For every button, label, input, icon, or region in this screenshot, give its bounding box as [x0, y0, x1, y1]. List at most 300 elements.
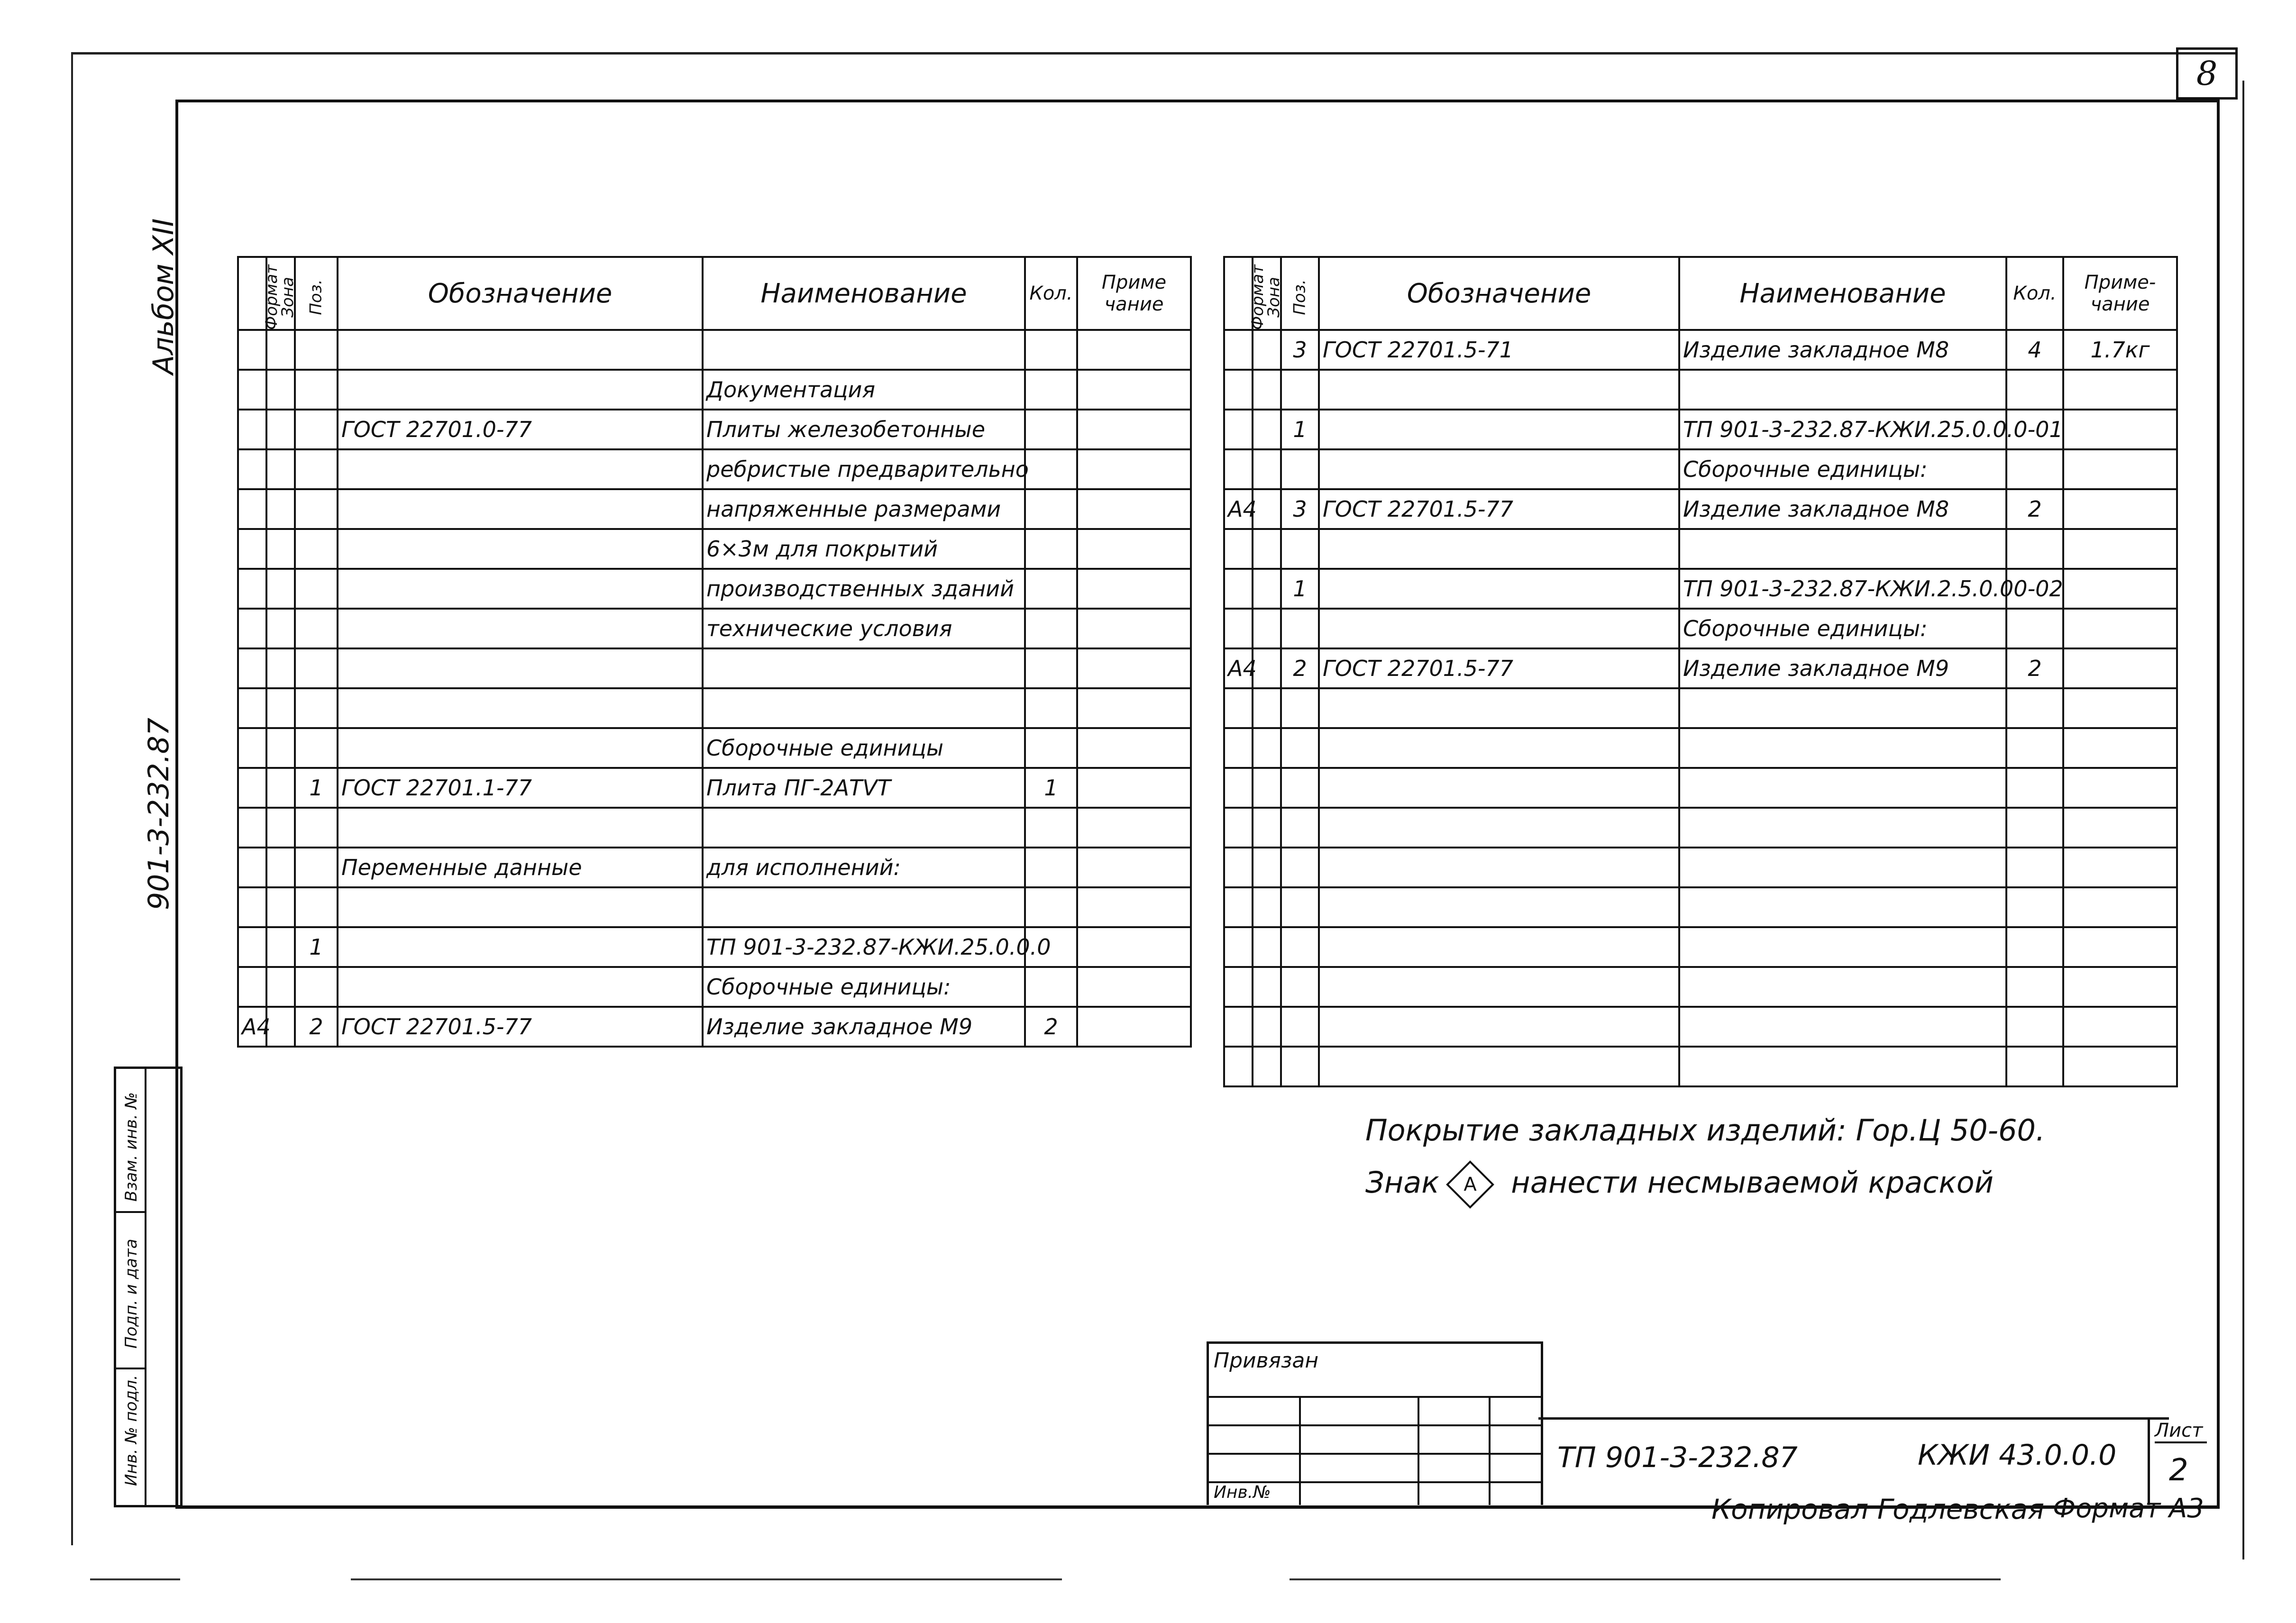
cell-note — [1077, 489, 1191, 529]
scan-edge-line — [351, 1578, 1062, 1580]
table-row — [1224, 887, 2177, 927]
cell-format — [238, 370, 266, 410]
cell-name — [1679, 1007, 2006, 1047]
cell-name — [1679, 728, 2006, 768]
cell-name — [703, 648, 1025, 688]
col-name-header: Наименование — [1679, 257, 2006, 330]
right-spec-table — [1223, 256, 2178, 1087]
cell-name: Сборочные единицы: — [703, 967, 1025, 1007]
cell-zone — [1253, 887, 1281, 927]
cell-pos — [1281, 529, 1319, 569]
cell-qty — [1025, 848, 1077, 887]
cell-note — [1077, 688, 1191, 728]
col-qty-header: Кол. — [1025, 257, 1077, 330]
cell-format — [1224, 927, 1253, 967]
sheet-number: 8 — [2176, 47, 2238, 100]
col-zone-header: Зона — [266, 257, 295, 330]
cell-name — [1679, 927, 2006, 967]
cell-pos — [295, 887, 338, 927]
cell-pos — [1281, 609, 1319, 648]
cell-qty — [2006, 848, 2063, 887]
cell-pos — [1281, 927, 1319, 967]
cell-note — [2063, 688, 2177, 728]
cell-format: А4 — [1224, 648, 1253, 688]
cell-designation — [1319, 967, 1679, 1007]
side-stamp-sign-label: Подп. и дата — [122, 1239, 141, 1349]
cell-pos — [295, 728, 338, 768]
table-row — [1224, 927, 2177, 967]
col-note-header: Приме- чание — [2063, 257, 2177, 330]
cell-format — [1224, 808, 1253, 848]
cell-name: Изделие закладное М9 — [703, 1007, 1025, 1047]
cell-pos — [1281, 967, 1319, 1007]
cell-designation: ГОСТ 22701.5-77 — [1319, 489, 1679, 529]
cell-format — [1224, 768, 1253, 808]
table-row — [238, 728, 1191, 768]
cell-zone — [1253, 330, 1281, 370]
cell-name: производственных зданий — [703, 569, 1025, 609]
cell-designation — [338, 370, 703, 410]
left-spec-table — [237, 256, 1192, 1048]
table-row — [1224, 768, 2177, 808]
cell-format — [238, 808, 266, 848]
cell-qty — [2006, 768, 2063, 808]
cell-note — [1077, 768, 1191, 808]
cell-zone — [1253, 648, 1281, 688]
cell-pos — [295, 848, 338, 887]
side-stamp-divider — [145, 1069, 146, 1505]
cell-format — [238, 410, 266, 449]
table-row — [238, 569, 1191, 609]
cell-note — [2063, 808, 2177, 848]
table-row — [238, 648, 1191, 688]
outer-frame-top-edge — [71, 52, 2238, 55]
cell-qty — [2006, 688, 2063, 728]
table-row — [238, 808, 1191, 848]
cell-zone — [1253, 1007, 1281, 1047]
cell-note — [2063, 370, 2177, 410]
cell-designation: ГОСТ 22701.5-71 — [1319, 330, 1679, 370]
left-spec-header-row — [238, 257, 1191, 330]
cell-format: А4 — [238, 1007, 266, 1047]
cell-pos — [295, 330, 338, 370]
cell-designation — [1319, 410, 1679, 449]
cell-pos — [1281, 449, 1319, 489]
cell-qty — [1025, 569, 1077, 609]
cell-zone — [266, 927, 295, 967]
col-pos-header: Поз. — [295, 257, 338, 330]
cell-zone — [266, 808, 295, 848]
cell-designation — [338, 967, 703, 1007]
cell-note — [2063, 648, 2177, 688]
cell-designation — [1319, 848, 1679, 887]
cell-format — [1224, 529, 1253, 569]
sheet-label: Лист — [2155, 1420, 2207, 1443]
table-row — [238, 967, 1191, 1007]
sheet-cell — [2148, 1420, 2207, 1505]
cell-note — [1077, 330, 1191, 370]
cell-zone — [1253, 609, 1281, 648]
cell-name — [703, 330, 1025, 370]
cell-zone — [266, 688, 295, 728]
cell-qty — [1025, 808, 1077, 848]
cell-pos — [295, 688, 338, 728]
cell-qty — [1025, 370, 1077, 410]
table-row — [1224, 449, 2177, 489]
cell-qty — [2006, 967, 2063, 1007]
cell-format — [1224, 967, 1253, 1007]
cell-designation — [338, 728, 703, 768]
cell-name — [703, 688, 1025, 728]
table-row — [1224, 569, 2177, 609]
cell-pos — [1281, 728, 1319, 768]
cell-format — [238, 569, 266, 609]
cell-zone — [266, 609, 295, 648]
cell-name: 6×3м для покрытий — [703, 529, 1025, 569]
cell-pos — [295, 410, 338, 449]
cell-format — [238, 728, 266, 768]
table-row — [1224, 688, 2177, 728]
cell-designation — [1319, 927, 1679, 967]
cell-name: Сборочные единицы: — [1679, 609, 2006, 648]
cell-name: для исполнений: — [703, 848, 1025, 887]
cell-qty — [1025, 967, 1077, 1007]
cell-zone — [266, 728, 295, 768]
cell-zone — [266, 887, 295, 927]
cell-name — [1679, 768, 2006, 808]
cell-format — [1224, 1007, 1253, 1047]
cell-note — [1077, 887, 1191, 927]
cell-name — [1679, 529, 2006, 569]
cell-qty — [2006, 887, 2063, 927]
cell-designation — [1319, 1047, 1679, 1086]
table-row — [1224, 848, 2177, 887]
cell-qty — [1025, 449, 1077, 489]
cell-name: ТП 901-3-232.87-КЖИ.25.0.0.0-01 — [1679, 410, 2006, 449]
cell-name — [1679, 967, 2006, 1007]
cell-format — [1224, 728, 1253, 768]
binding-stamp-inv-label: Инв.№ — [1214, 1483, 1271, 1502]
table-row — [1224, 529, 2177, 569]
cell-pos — [1281, 887, 1319, 927]
cell-note — [2063, 449, 2177, 489]
table-row — [238, 688, 1191, 728]
cell-qty — [2006, 1047, 2063, 1086]
cell-designation — [1319, 768, 1679, 808]
cell-zone — [1253, 688, 1281, 728]
cell-note — [2063, 887, 2177, 927]
cell-designation — [338, 489, 703, 529]
cell-format — [1224, 569, 1253, 609]
cell-format — [1224, 887, 1253, 927]
cell-zone — [1253, 489, 1281, 529]
cell-qty — [1025, 489, 1077, 529]
col-pos-header: Поз. — [1281, 257, 1319, 330]
cell-note — [2063, 728, 2177, 768]
cell-name: ТП 901-3-232.87-КЖИ.25.0.0.0 — [703, 927, 1025, 967]
cell-format — [238, 609, 266, 648]
cell-note — [2063, 1007, 2177, 1047]
cell-designation: Переменные данные — [338, 848, 703, 887]
cell-designation — [1319, 569, 1679, 609]
cell-pos — [1281, 1007, 1319, 1047]
cell-name: напряженные размерами — [703, 489, 1025, 529]
table-row — [1224, 1007, 2177, 1047]
cell-note — [1077, 808, 1191, 848]
cell-note — [1077, 648, 1191, 688]
series-label: 901-3-232.87 — [142, 718, 175, 910]
side-stamp-replace-label: Взам. инв. № — [122, 1092, 141, 1202]
cell-name: Изделие закладное М8 — [1679, 330, 2006, 370]
table-row — [238, 449, 1191, 489]
cell-format — [1224, 410, 1253, 449]
cell-pos — [1281, 808, 1319, 848]
cell-qty — [1025, 410, 1077, 449]
cell-designation — [1319, 688, 1679, 728]
cell-zone — [1253, 529, 1281, 569]
cell-pos: 1 — [295, 927, 338, 967]
cell-format — [1224, 330, 1253, 370]
cell-designation — [1319, 728, 1679, 768]
cell-designation — [338, 569, 703, 609]
cell-note — [2063, 609, 2177, 648]
table-row — [1224, 370, 2177, 410]
outer-frame-right-edge — [2242, 81, 2244, 1559]
table-row — [1224, 648, 2177, 688]
cell-note — [1077, 728, 1191, 768]
cell-format: А4 — [1224, 489, 1253, 529]
cell-qty — [2006, 609, 2063, 648]
cell-designation — [1319, 609, 1679, 648]
table-row — [1224, 489, 2177, 529]
table-row — [238, 330, 1191, 370]
project-code: ТП 901-3-232.87 — [1557, 1441, 1798, 1474]
cell-note — [1077, 370, 1191, 410]
cell-pos — [295, 529, 338, 569]
cell-note — [2063, 848, 2177, 887]
cell-pos: 2 — [1281, 648, 1319, 688]
cell-note — [1077, 569, 1191, 609]
cell-designation — [338, 688, 703, 728]
cell-name: Плита ПГ-2АТVТ — [703, 768, 1025, 808]
table-row — [1224, 967, 2177, 1007]
cell-qty: 2 — [1025, 1007, 1077, 1047]
col-note-header: Приме чание — [1077, 257, 1191, 330]
cell-note — [2063, 967, 2177, 1007]
cell-name — [1679, 370, 2006, 410]
table-row — [1224, 410, 2177, 449]
cell-zone — [266, 449, 295, 489]
cell-name: Изделие закладное М8 — [1679, 489, 2006, 529]
col-qty-header: Кол. — [2006, 257, 2063, 330]
cell-format — [1224, 609, 1253, 648]
stamp-column-rule — [1299, 1396, 1301, 1505]
table-row — [238, 848, 1191, 887]
stamp-rule — [1209, 1396, 1541, 1398]
table-row — [1224, 1047, 2177, 1086]
cell-format — [238, 648, 266, 688]
cell-name — [1679, 688, 2006, 728]
cell-format — [238, 489, 266, 529]
cell-format — [238, 768, 266, 808]
cell-format — [238, 967, 266, 1007]
cell-qty — [2006, 370, 2063, 410]
cell-name: ТП 901-3-232.87-КЖИ.2.5.0.00-02 — [1679, 569, 2006, 609]
cell-pos: 1 — [295, 768, 338, 808]
cell-note — [2063, 768, 2177, 808]
col-format-header: Формат — [1224, 257, 1253, 330]
cell-designation — [1319, 887, 1679, 927]
cell-format — [1224, 688, 1253, 728]
cell-pos — [295, 967, 338, 1007]
cell-designation — [338, 808, 703, 848]
cell-zone — [266, 410, 295, 449]
cell-qty: 4 — [2006, 330, 2063, 370]
cell-zone — [1253, 370, 1281, 410]
cell-format — [238, 529, 266, 569]
cell-name: Сборочные единицы — [703, 728, 1025, 768]
paper-format: Формат А3 — [2053, 1493, 2204, 1524]
cell-designation — [1319, 808, 1679, 848]
stamp-column-rule — [1418, 1396, 1419, 1505]
cell-zone — [1253, 967, 1281, 1007]
table-row — [1224, 728, 2177, 768]
right-spec-header-row — [1224, 257, 2177, 330]
cell-pos: 1 — [1281, 569, 1319, 609]
cell-qty — [1025, 609, 1077, 648]
cell-designation — [338, 330, 703, 370]
cell-pos — [295, 449, 338, 489]
cell-designation — [1319, 449, 1679, 489]
cell-zone — [266, 648, 295, 688]
sheet-value: 2 — [2169, 1453, 2188, 1488]
cell-qty — [2006, 927, 2063, 967]
col-name-header: Наименование — [703, 257, 1025, 330]
cell-qty — [1025, 330, 1077, 370]
cell-qty: 2 — [2006, 648, 2063, 688]
cell-name — [703, 808, 1025, 848]
cell-format — [238, 688, 266, 728]
cell-pos — [1281, 768, 1319, 808]
cell-designation — [338, 927, 703, 967]
binding-stamp — [1207, 1341, 1543, 1505]
cell-pos — [295, 648, 338, 688]
table-row — [238, 609, 1191, 648]
cell-note — [2063, 1047, 2177, 1086]
cell-note — [2063, 927, 2177, 967]
cell-designation — [338, 609, 703, 648]
cell-designation — [338, 887, 703, 927]
note-marking-prefix: Знак — [1365, 1165, 1439, 1200]
scan-edge-line — [90, 1578, 180, 1580]
cell-name: Изделие закладное М9 — [1679, 648, 2006, 688]
cell-name: технические условия — [703, 609, 1025, 648]
cell-note — [1077, 967, 1191, 1007]
cell-pos — [295, 489, 338, 529]
cell-designation — [1319, 370, 1679, 410]
cell-zone — [266, 768, 295, 808]
table-row — [238, 927, 1191, 967]
cell-designation — [1319, 529, 1679, 569]
cell-name — [1679, 808, 2006, 848]
cell-name: Сборочные единицы: — [1679, 449, 2006, 489]
cell-designation: ГОСТ 22701.5-77 — [338, 1007, 703, 1047]
cell-format — [238, 887, 266, 927]
cell-zone — [266, 967, 295, 1007]
diamond-mark-icon — [1446, 1160, 1495, 1209]
cell-designation — [1319, 1007, 1679, 1047]
cell-note — [1077, 609, 1191, 648]
cell-zone — [266, 370, 295, 410]
cell-qty — [2006, 529, 2063, 569]
table-row — [238, 370, 1191, 410]
cell-qty — [1025, 728, 1077, 768]
stamp-rule — [1209, 1424, 1541, 1426]
stamp-rule — [1209, 1453, 1541, 1455]
cell-pos — [295, 370, 338, 410]
cell-qty: 2 — [2006, 489, 2063, 529]
table-row — [238, 489, 1191, 529]
table-row — [1224, 609, 2177, 648]
cell-zone — [1253, 569, 1281, 609]
cell-zone — [266, 330, 295, 370]
cell-pos — [1281, 370, 1319, 410]
col-zone-header: Зона — [1253, 257, 1281, 330]
cell-zone — [1253, 449, 1281, 489]
cell-note: 1.7кг — [2063, 330, 2177, 370]
title-block — [1538, 1417, 2203, 1505]
cell-format — [238, 449, 266, 489]
cell-format — [238, 927, 266, 967]
cell-zone — [266, 529, 295, 569]
cell-qty — [1025, 688, 1077, 728]
cell-zone — [266, 569, 295, 609]
cell-note — [1077, 529, 1191, 569]
cell-name — [1679, 1047, 2006, 1086]
col-designation-header: Обозначение — [1319, 257, 1679, 330]
scan-edge-line — [1290, 1578, 2001, 1580]
cell-note — [2063, 489, 2177, 529]
cell-format — [1224, 370, 1253, 410]
outer-frame-left-edge — [71, 52, 73, 1545]
cell-name — [1679, 887, 2006, 927]
cell-zone — [266, 1007, 295, 1047]
table-row — [238, 410, 1191, 449]
notes-block — [1365, 1104, 2045, 1209]
cell-designation: ГОСТ 22701.0-77 — [338, 410, 703, 449]
cell-pos: 1 — [1281, 410, 1319, 449]
copied-by: Копировал Годлевская — [1711, 1493, 2045, 1525]
cell-zone — [1253, 410, 1281, 449]
cell-note — [1077, 449, 1191, 489]
cell-name: ребристые предварительно — [703, 449, 1025, 489]
cell-note — [1077, 1007, 1191, 1047]
album-label: Альбом XII — [147, 218, 180, 374]
col-designation-header: Обозначение — [338, 257, 703, 330]
cell-format — [238, 330, 266, 370]
binding-stamp-title: Привязан — [1214, 1349, 1319, 1373]
cell-format — [1224, 449, 1253, 489]
cell-note — [2063, 410, 2177, 449]
table-row — [1224, 808, 2177, 848]
diamond-mark-letter: A — [1464, 1173, 1477, 1195]
cell-qty — [2006, 449, 2063, 489]
cell-qty: 1 — [1025, 768, 1077, 808]
cell-pos: 3 — [1281, 330, 1319, 370]
cell-name: Плиты железобетонные — [703, 410, 1025, 449]
cell-zone — [1253, 1047, 1281, 1086]
stamp-column-rule — [1489, 1396, 1491, 1505]
